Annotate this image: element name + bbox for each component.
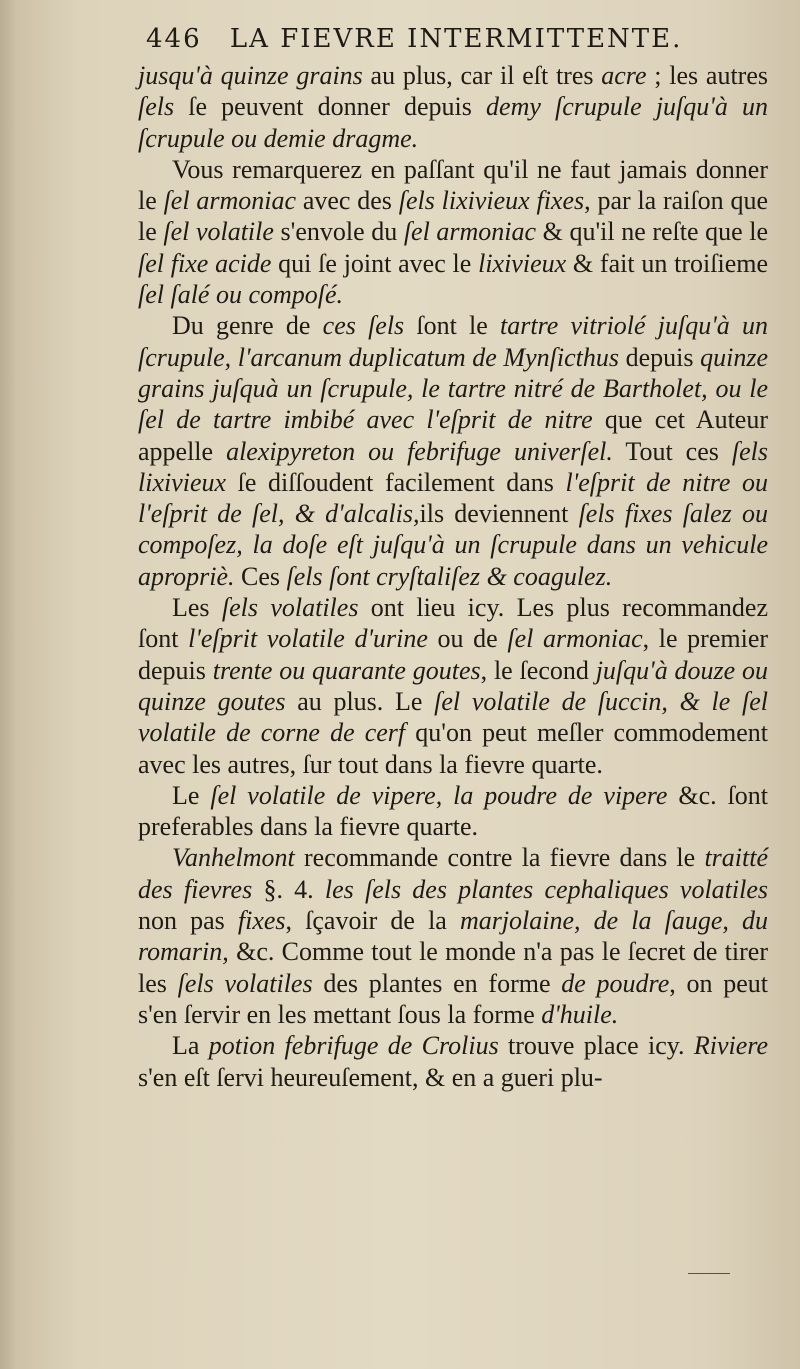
text-run: trouve place icy. <box>498 1031 694 1061</box>
text-run: , on peut s'en ſervir en les mettant ſous la forme <box>138 968 769 1029</box>
italic-run: potion febrifuge de Crolius <box>208 1031 499 1061</box>
page-gutter-shadow <box>0 0 16 1369</box>
italic-run: ſels lixivieux <box>138 436 768 497</box>
page-header <box>146 24 716 60</box>
footer-rule <box>688 1273 730 1274</box>
italic-run: ſels fixes ſalez ou compoſez, la doſe eſt juſqu'à un ſcrupule dans un vehicule apropriè. <box>138 499 768 591</box>
text-run: Du genre de <box>172 311 323 341</box>
text-run: Les <box>172 593 222 623</box>
italic-run: Vanhelmont <box>172 843 295 873</box>
italic-run: ces ſels <box>322 311 405 341</box>
italic-run: ſels lixivieux fixes <box>398 186 585 216</box>
text-run: ils deviennent <box>419 499 579 529</box>
paragraph <box>138 842 768 1030</box>
italic-run: traitté des fievres <box>138 843 768 904</box>
italic-run: quinze grains juſquà un ſcrupule, le tartre nitré de Bartholet, ou le ſel de tartre imbibé avec l'eſprit de nitre <box>138 342 768 435</box>
italic-run: ſel volatile de vipere, la poudre de vipere <box>210 780 668 810</box>
text-run: ſe peuvent donner depuis <box>174 92 487 122</box>
text-run: recommande contre la fievre dans le <box>294 843 705 873</box>
text-run: Vous remarquerez en paſſant qu'il ne faut jamais donner le <box>138 154 768 216</box>
italic-run: trente ou quarante goutes <box>212 655 481 685</box>
italic-run: alexipyreton ou febrifuge univerſel. <box>226 436 613 466</box>
text-run: &c. ſont preferables dans la fievre quarte. <box>138 780 769 842</box>
body-text <box>138 60 768 1093</box>
text-run: , le premier depuis <box>138 624 769 685</box>
text-run: ou de <box>427 624 508 654</box>
italic-run: demy ſcrupule juſqu'à un ſcrupule ou demie dragme. <box>138 92 768 153</box>
italic-run: l'eſprit volatile d'urine <box>188 624 428 654</box>
italic-run: d'huile. <box>541 999 619 1029</box>
italic-run: les ſels des plantes cephaliques volatiles <box>324 874 768 904</box>
italic-run: ſels volatiles <box>221 593 359 623</box>
italic-run: de poudre <box>561 968 670 998</box>
text-run: & fait un troiſieme <box>566 248 768 278</box>
text-run: des plantes en forme <box>312 968 562 998</box>
paragraph <box>138 310 768 592</box>
italic-run: ſel armoniac <box>507 624 643 654</box>
italic-run: tartre vitriolé juſqu'à un ſcrupule, l'arcanum duplicatum de Mynſicthus <box>138 311 768 372</box>
italic-run: acre <box>601 61 647 90</box>
text-run: qu'on peut meſler commodement avec les autres, ſur tout dans la fievre quarte. <box>138 718 768 779</box>
text-run: qui ſe joint avec le <box>271 248 479 278</box>
text-run: Ces <box>234 561 287 591</box>
italic-run: fixes <box>237 906 286 936</box>
text-run: depuis <box>618 342 701 372</box>
paragraph <box>138 592 768 780</box>
text-run: que cet Auteur appelle <box>138 405 769 466</box>
italic-run: ſel fixe acide <box>138 248 272 278</box>
italic-run: ſel armoniac <box>163 186 297 216</box>
paragraph <box>138 780 768 843</box>
text-run: au plus. Le <box>285 686 435 716</box>
page-number: 446 <box>146 24 202 54</box>
italic-run: l'eſprit de nitre ou l'eſprit de ſel, & d'alcalis, <box>138 467 768 529</box>
text-run: , ſçavoir de la <box>285 906 460 936</box>
italic-run: ſel volatile de ſuccin, & le ſel volatile de corne de cerf <box>138 686 768 748</box>
text-run: au plus, car il eſt tres <box>362 61 602 90</box>
text-run: avec des <box>296 186 399 216</box>
text-run: s'envole du <box>273 217 404 247</box>
italic-run: ſels volatiles <box>177 968 313 998</box>
italic-run: ſels <box>138 92 175 122</box>
paragraph <box>138 1030 768 1093</box>
paragraph <box>138 60 768 154</box>
text-run: Le <box>172 780 211 810</box>
text-run: &c. Comme tout le monde n'a pas le ſecret de tirer les <box>138 937 768 998</box>
text-run: §. 4. <box>252 874 325 904</box>
text-run: & qu'il ne reſte que le <box>536 217 769 247</box>
text-run: ſe diſſoudent facilement dans <box>226 467 566 497</box>
italic-run: ſel armoniac <box>403 217 537 247</box>
text-run: ; les autres <box>646 61 768 90</box>
text-run: non pas <box>138 906 238 936</box>
text-run: s'en eſt ſervi heureuſement, & en a gueri plu- <box>138 1062 603 1092</box>
paragraph <box>138 154 768 310</box>
italic-run: ſel ſalé ou compoſé. <box>138 280 344 310</box>
italic-run: ſels ſont cryſtaliſez & coagulez. <box>286 561 613 591</box>
text-run: Tout ces <box>612 436 732 466</box>
text-run: , le ſecond <box>480 655 596 685</box>
italic-run: ſel volatile <box>163 217 274 247</box>
italic-run: lixivieux <box>478 248 567 278</box>
italic-run: juſqu'à douze ou quinze goutes <box>138 655 768 716</box>
italic-run: marjolaine, de la ſauge, du romarin, <box>138 906 768 967</box>
running-title: LA FIEVRE INTERMITTENTE. <box>229 24 683 54</box>
italic-run: jusqu'à quinze grains <box>138 61 363 90</box>
italic-run: Riviere <box>693 1031 769 1061</box>
text-run: , par la raiſon que le <box>138 186 768 247</box>
text-run: ont lieu icy. Les plus recommandez ſont <box>138 593 768 654</box>
text-run: La <box>172 1031 209 1061</box>
text-run: ſont le <box>404 311 501 341</box>
